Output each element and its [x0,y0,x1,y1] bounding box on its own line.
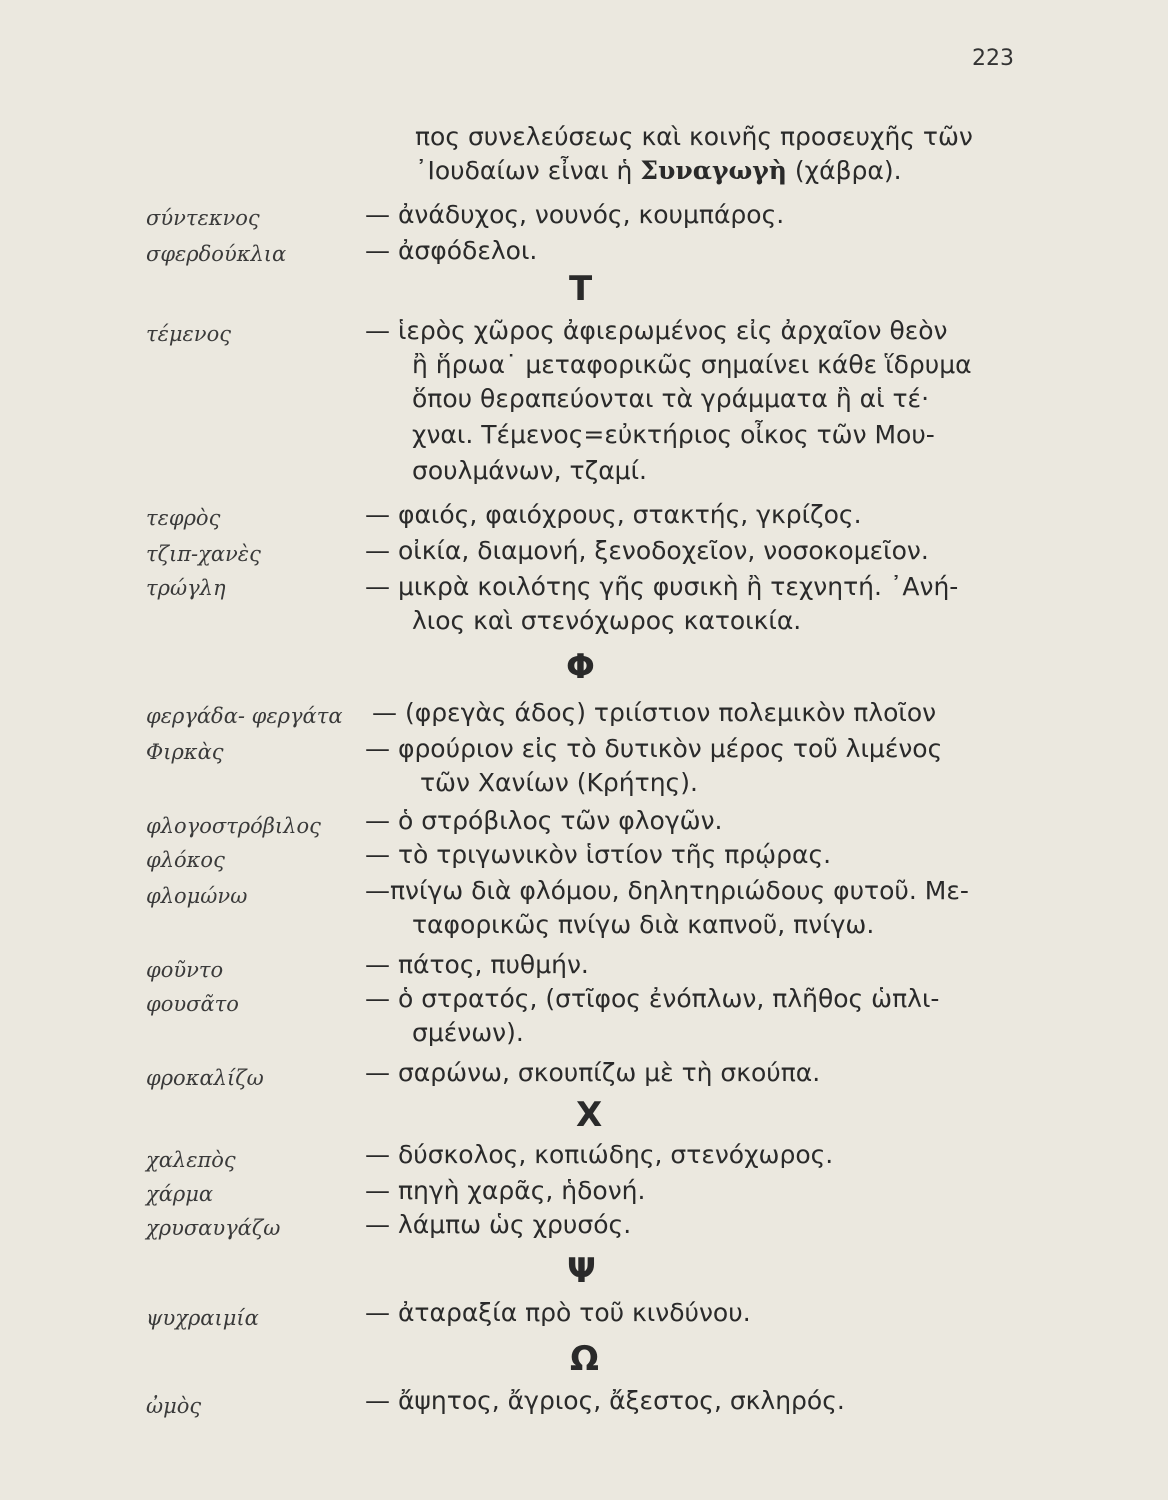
entry-definition: — ἱερὸς χῶρος ἀφιερωμένος εἰς ἀρχαῖον θεὸν [365,316,948,345]
entry-definition: — φρούριον εἰς τὸ δυτικὸν μέρος τοῦ λιμένος [365,734,943,763]
entry-definition: — ὁ στρόβιλος τῶν φλογῶν. [365,806,723,835]
entry-term: χρυσαυγάζω [146,1216,281,1240]
entry-term: σύντεκνος [146,206,260,230]
entry-term: χάρμα [146,1182,214,1206]
entry-term: σφερδούκλια [146,242,287,266]
entry-term: φοῦντο [146,958,224,982]
entry-term: τέμενος [146,322,231,346]
section-letter-omega: Ω [570,1339,599,1379]
entry-definition: — τὸ τριγωνικὸν ἱστίον τῆς πρῴρας. [365,840,832,869]
section-letter-phi: Φ [566,647,595,687]
entry-definition: — ἀσφόδελοι. [365,236,538,265]
entry-definition: — ὁ στρατός, (στῖφος ἐνόπλων, πλῆθος ὡπλι- [365,984,940,1013]
entry-continuation: σμένων). [412,1018,524,1047]
entry-term: φουσᾶτο [146,992,239,1016]
entry-definition: — (φρεγὰς άδος) τριίστιον πολεμικὸν πλοῖον [372,698,937,727]
entry-definition: — οἰκία, διαμονή, ξενοδοχεῖον, νοσοκομεῖον. [365,536,929,565]
entry-definition: — λάμπω ὡς χρυσός. [365,1210,632,1239]
synagogue-term: Συναγωγὴ [640,156,787,185]
entry-definition: — ἀταραξία πρὸ τοῦ κινδύνου. [365,1298,751,1327]
entry-definition: — φαιός, φαιόχρους, στακτής, γκρίζος. [365,500,862,529]
intro-line-2 [415,158,902,183]
entry-continuation: χναι. Τέμενος=εὐκτήριος οἶκος τῶν Μου- [412,420,935,449]
intro-line-2-end: (χάβρα). [786,156,902,185]
entry-continuation: ἢ ἥρωα˙ μεταφορικῶς σημαίνει κάθε ἵδρυμα [412,350,972,379]
entry-term: τζιπ-χανὲς [146,542,261,566]
entry-definition: — μικρὰ κοιλότης γῆς φυσικὴ ἢ τεχνητή. ᾿Ανή- [365,572,959,601]
entry-continuation: λιος καὶ στενόχωρος κατοικία. [412,606,802,635]
entry-term: τρώγλη [146,576,226,600]
entry-definition: — ἄψητος, ἄγριος, ἄξεστος, σκληρός. [365,1386,845,1415]
entry-definition: — ἀνάδυχος, νουνός, κουμπάρος. [365,200,785,229]
section-letter-psi: Ψ [567,1251,596,1291]
entry-continuation: τῶν Χανίων (Κρήτης). [420,768,698,797]
entry-term: χαλεπὸς [146,1148,236,1172]
entry-term: ψυχραιμία [146,1306,259,1330]
entry-term: φλογοστρόβιλος [146,814,321,838]
entry-term: ὠμὸς [146,1394,202,1418]
entry-term: φλόκος [146,848,225,872]
entry-definition: — δύσκολος, κοπιώδης, στενόχωρος. [365,1140,834,1169]
entry-definition: — σαρώνω, σκουπίζω μὲ τὴ σκούπα. [365,1058,821,1087]
entry-definition: — πάτος, πυθμήν. [365,950,589,979]
entry-term: φροκαλίζω [146,1066,264,1090]
entry-term: φλομώνω [146,884,248,908]
entry-definition: —πνίγω διὰ φλόμου, δηλητηριώδους φυτοῦ. Με- [365,876,969,905]
section-letter-chi: Χ [576,1095,603,1135]
entry-term: τεφρὸς [146,506,221,530]
intro-line-1: πος συνελεύσεως καὶ κοινῆς προσευχῆς τῶν [415,122,973,151]
section-letter-tau: Τ [569,269,593,309]
entry-continuation: σουλμάνων, τζαμί. [412,456,647,485]
entry-term: Φιρκὰς [146,740,224,764]
entry-definition: — πηγὴ χαρᾶς, ἡδονή. [365,1176,646,1205]
intro-line-2-text: ᾿Ιουδαίων εἶναι ἡ [415,156,641,185]
entry-continuation: ὅπου θεραπεύονται τὰ γράμματα ἢ αἱ τέ· [412,384,930,413]
page-number: 223 [972,46,1014,71]
entry-continuation: ταφορικῶς πνίγω διὰ καπνοῦ, πνίγω. [412,910,875,939]
entry-term: φεργάδα- φεργάτα [146,704,343,728]
